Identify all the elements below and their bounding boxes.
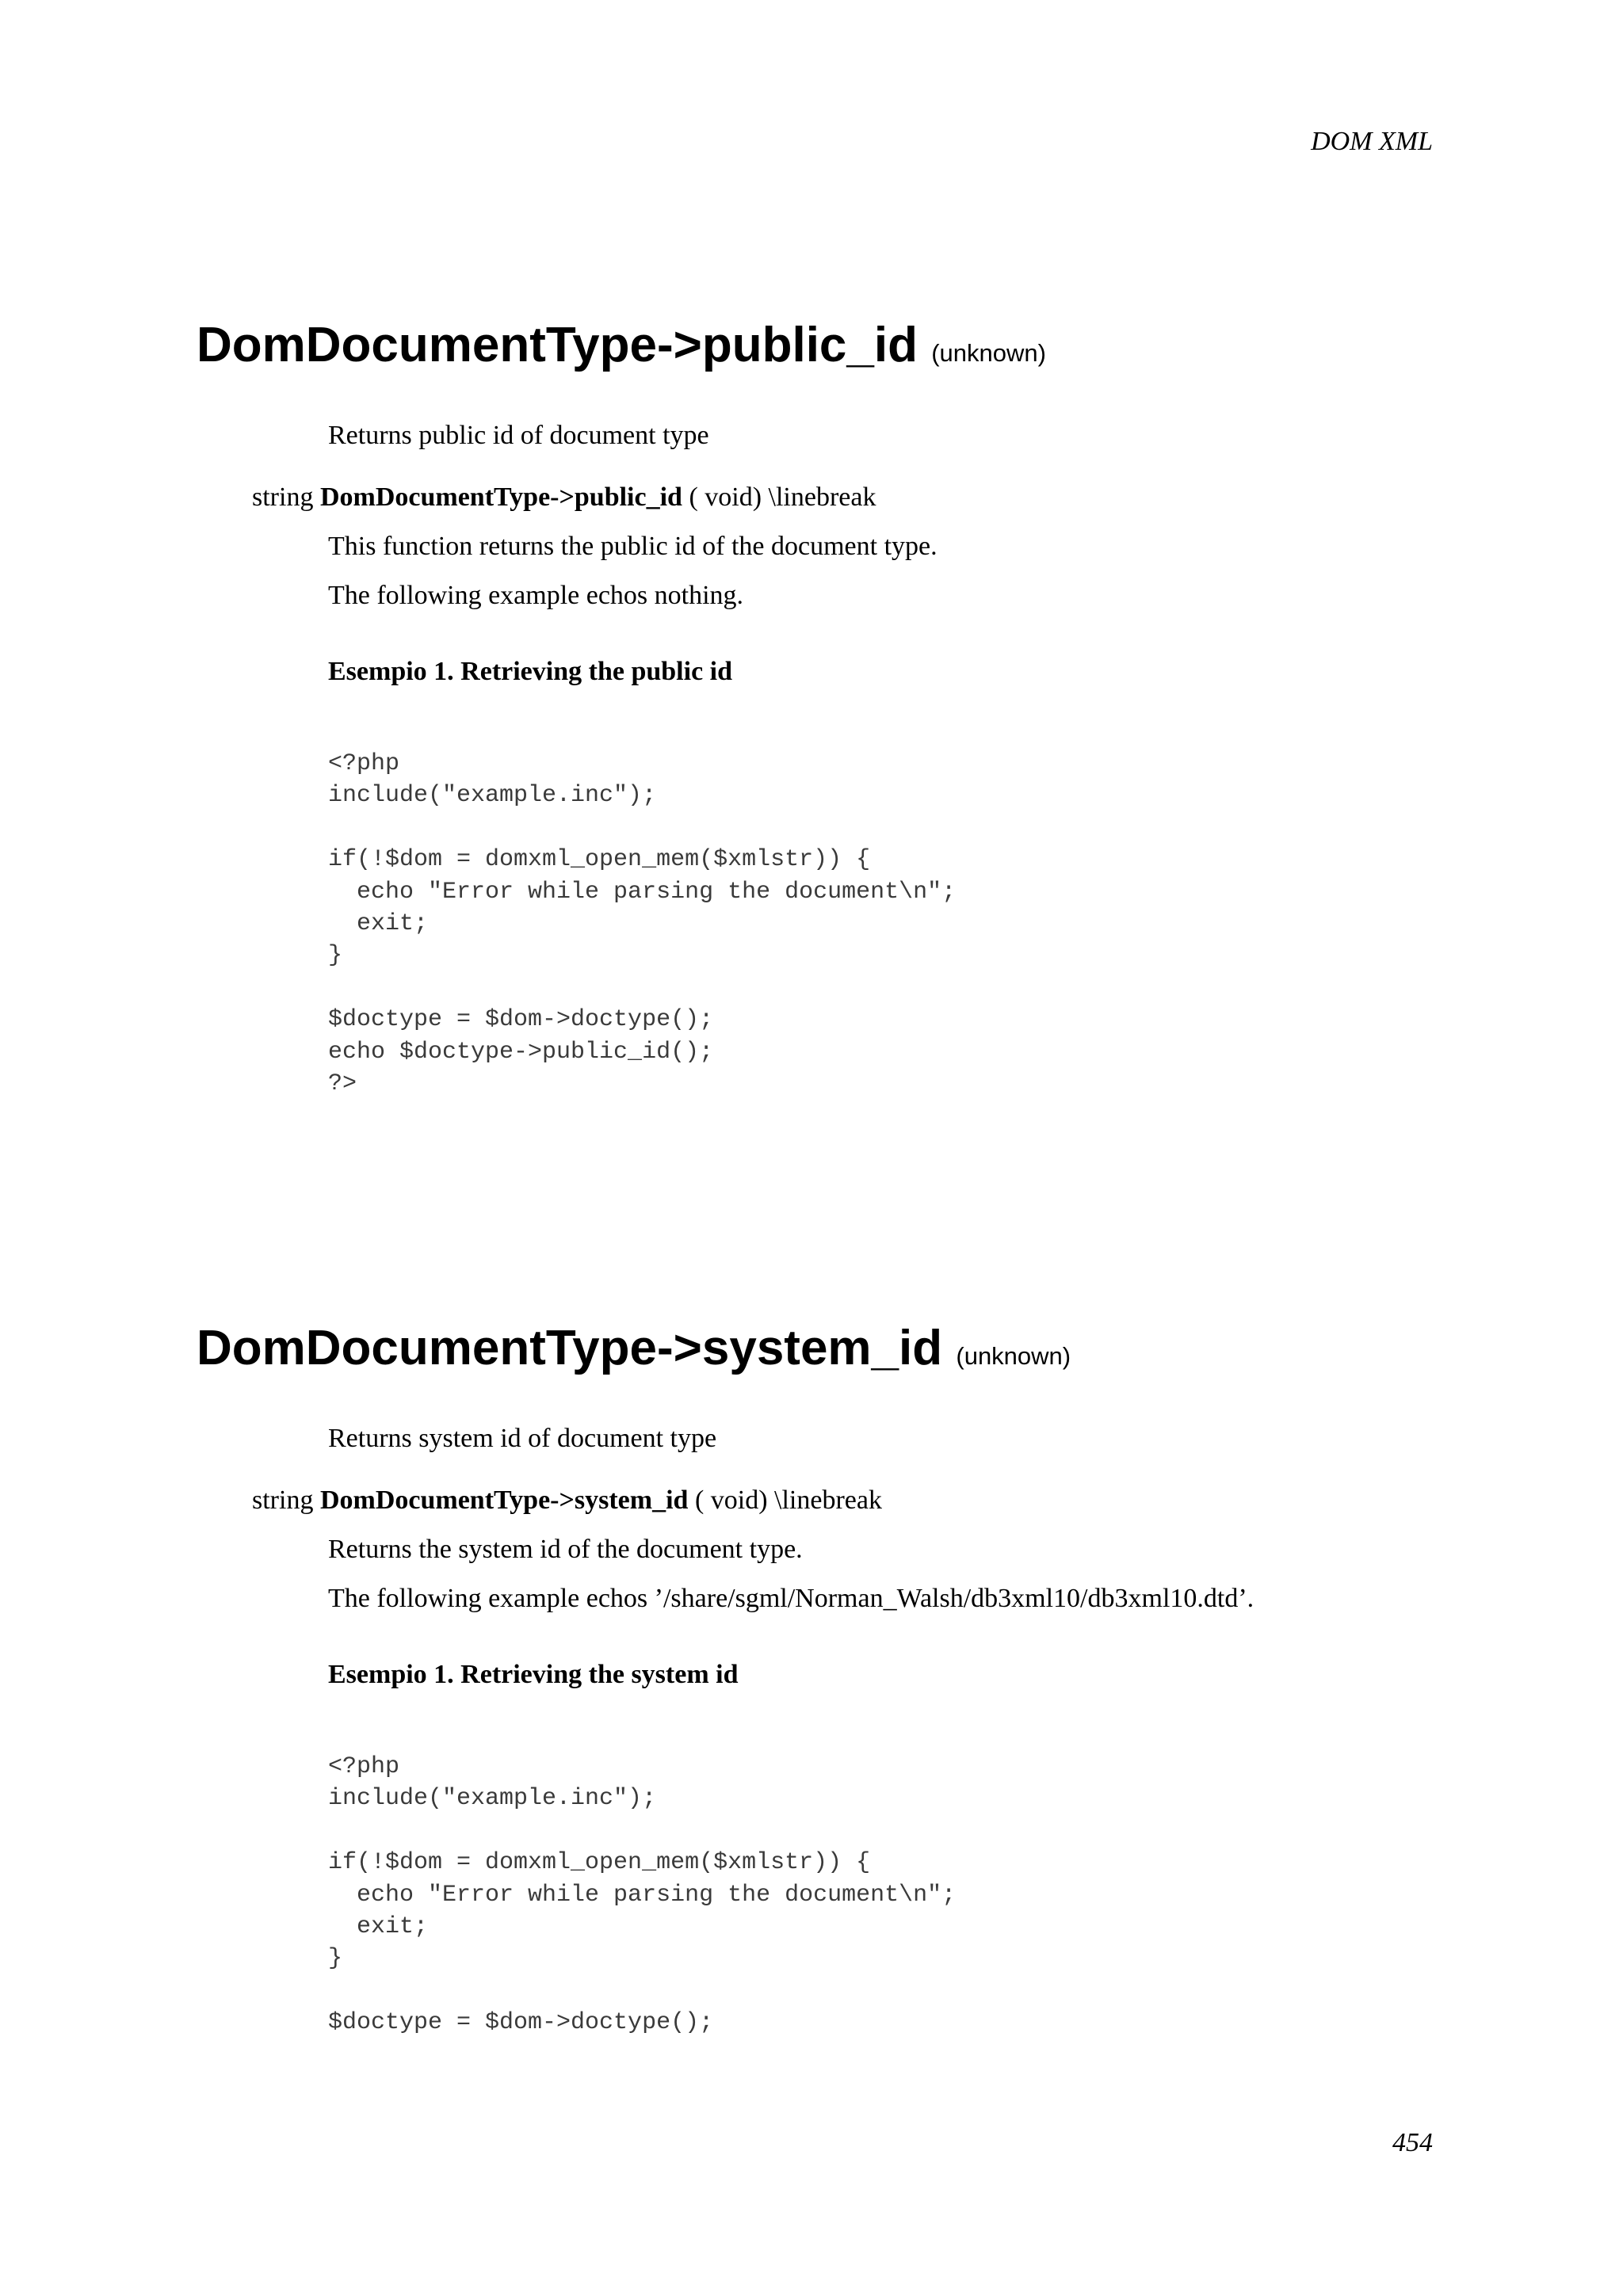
function-synopsis bbox=[252, 482, 876, 513]
description-text: This function returns the public id of the document type. bbox=[328, 532, 938, 561]
page-number: 454 bbox=[1392, 2128, 1433, 2157]
section-status: (unknown) bbox=[956, 1342, 1071, 1370]
code-block bbox=[328, 748, 956, 1100]
running-header: DOM XML bbox=[1311, 127, 1433, 156]
code-line: echo "Error while parsing the document\n"; bbox=[328, 1881, 957, 1909]
code-line: exit; bbox=[328, 910, 429, 937]
code-line bbox=[328, 1815, 956, 1847]
return-type: string bbox=[252, 1486, 314, 1515]
code-block bbox=[328, 1751, 956, 2039]
code-line: if(!$dom = domxml_open_mem($xmlstr)) { bbox=[328, 1849, 871, 1877]
code-line: exit; bbox=[328, 1913, 429, 1940]
code-line: echo "Error while parsing the document\n"; bbox=[328, 878, 957, 906]
return-type: string bbox=[252, 482, 314, 512]
code-line: <?php bbox=[328, 750, 400, 777]
code-line: $doctype = $dom->doctype(); bbox=[328, 2009, 714, 2037]
code-line: echo $doctype->public_id(); bbox=[328, 1038, 714, 1066]
purpose-text: Returns system id of document type bbox=[328, 1424, 717, 1453]
function-args: ( void) \linebreak bbox=[689, 482, 876, 512]
code-line: include("example.inc"); bbox=[328, 782, 657, 810]
section-title-text: DomDocumentType->public_id bbox=[197, 318, 918, 372]
example-title: Esempio 1. Retrieving the system id bbox=[328, 1660, 739, 1689]
function-args: ( void) \linebreak bbox=[694, 1486, 882, 1515]
example-title: Esempio 1. Retrieving the public id bbox=[328, 657, 733, 686]
code-line: } bbox=[328, 1945, 343, 1973]
code-line: if(!$dom = domxml_open_mem($xmlstr)) { bbox=[328, 846, 871, 874]
description-text: Returns the system id of the document type. bbox=[328, 1535, 803, 1564]
code-line: } bbox=[328, 942, 343, 970]
section-title bbox=[197, 314, 1433, 385]
function-name: DomDocumentType->system_id bbox=[319, 1486, 689, 1515]
code-line bbox=[328, 972, 956, 1004]
function-synopsis bbox=[252, 1485, 882, 1516]
function-name: DomDocumentType->public_id bbox=[319, 482, 682, 512]
code-line: ?> bbox=[328, 1070, 357, 1097]
purpose-text: Returns public id of document type bbox=[328, 421, 709, 450]
code-line: include("example.inc"); bbox=[328, 1785, 657, 1813]
code-line: <?php bbox=[328, 1753, 400, 1780]
section-status: (unknown) bbox=[931, 339, 1046, 367]
section-title bbox=[197, 1317, 1433, 1388]
example-intro-text: The following example echos nothing. bbox=[328, 581, 744, 610]
section-title-text: DomDocumentType->system_id bbox=[197, 1321, 943, 1375]
code-line bbox=[328, 812, 956, 844]
code-line: $doctype = $dom->doctype(); bbox=[328, 1006, 714, 1034]
code-line bbox=[328, 1975, 956, 2007]
section-system-id bbox=[197, 1317, 1433, 2037]
example-intro-text: The following example echos ’/share/sgml/Norman_Walsh/db3xml10/db3xml10.dtd’. bbox=[328, 1584, 1254, 1613]
section-public-id bbox=[197, 314, 1433, 1097]
